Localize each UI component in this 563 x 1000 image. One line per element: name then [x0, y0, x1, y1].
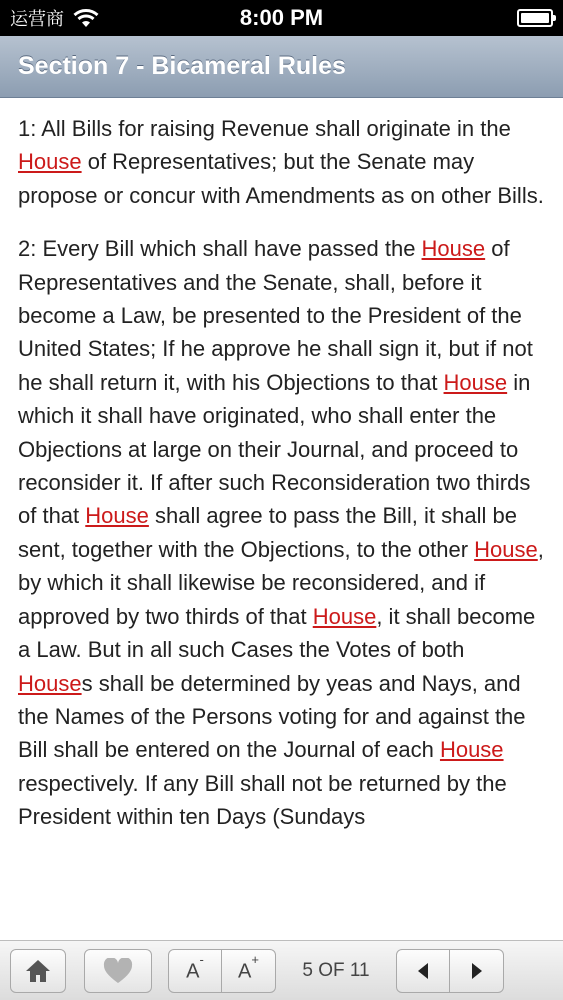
page-nav-group [396, 949, 504, 993]
previous-page-button[interactable] [396, 949, 450, 993]
battery-fill [521, 13, 549, 23]
glossary-link-house[interactable]: House [421, 236, 486, 262]
article-paragraph [18, 232, 545, 833]
paragraph-text: of Representatives; but the Senate may propose or concur with Amendments as on other Bills. [18, 149, 544, 208]
font-decrease-label: A- [186, 951, 204, 983]
article-paragraph [18, 112, 545, 212]
font-increase-button[interactable] [222, 949, 276, 993]
home-icon [24, 958, 52, 984]
paragraph-text: 2: Every Bill which shall have passed the [18, 236, 422, 262]
next-page-button[interactable] [450, 949, 504, 993]
font-size-group [168, 949, 276, 993]
bottom-toolbar [0, 940, 563, 1000]
paragraph-text: in which it shall have originated, who shall enter the Objections at large on their Journal, and proceed to reconsider it. If after such Reconsideration two thirds of that [18, 369, 531, 529]
wifi-icon [72, 8, 100, 28]
article-content[interactable] [0, 98, 563, 940]
triangle-right-icon [470, 962, 484, 980]
paragraph-text: 1: All Bills for raising Revenue shall originate in the [18, 116, 511, 141]
home-button[interactable] [10, 949, 66, 993]
page-title: Section 7 - Bicameral Rules [18, 52, 346, 80]
favorite-button[interactable] [84, 949, 152, 993]
glossary-link-house[interactable]: House [443, 369, 508, 395]
status-left [10, 5, 100, 31]
paragraph-text: , it shall become a Law. But in all such Cases the Votes of both [18, 603, 536, 663]
battery-icon [517, 9, 553, 27]
glossary-link-house[interactable]: House [439, 737, 504, 763]
glossary-link-house[interactable]: House [312, 603, 377, 629]
glossary-link-house[interactable]: House [474, 536, 538, 562]
paragraph-text: s shall be determined by yeas and Nays, and the Names of the Persons voting for and against the Bill shall be entered on the Journal of each [18, 670, 526, 763]
nav-bar [0, 36, 563, 98]
paragraph-text: shall agree to pass the Bill, it shall be sent, together with the Objections, to the other [18, 503, 517, 562]
font-increase-label: A+ [238, 951, 259, 983]
page-indicator: 5 OF 11 [302, 959, 370, 981]
paragraph-text: of Representatives and the Senate, shall, before it become a Law, be presented to the President of the United States; If he approve he shall sign it, but if not he shall return it, with his Objections to that [18, 236, 533, 395]
glossary-link-house[interactable]: House [18, 670, 82, 696]
status-time: 8:00 PM [239, 5, 324, 30]
triangle-left-icon [416, 962, 430, 980]
font-decrease-button[interactable] [168, 949, 222, 993]
glossary-link-house[interactable]: House [85, 503, 149, 529]
glossary-link-house[interactable]: House [18, 149, 82, 175]
paragraph-text: , by which it shall likewise be reconsidered, and if approved by two thirds of that [18, 536, 544, 629]
carrier-label: 运营商 [10, 9, 64, 29]
heart-icon [103, 958, 133, 984]
paragraph-text: respectively. If any Bill shall not be returned by the President within ten Days (Sundays [18, 770, 507, 830]
status-bar [0, 0, 563, 36]
